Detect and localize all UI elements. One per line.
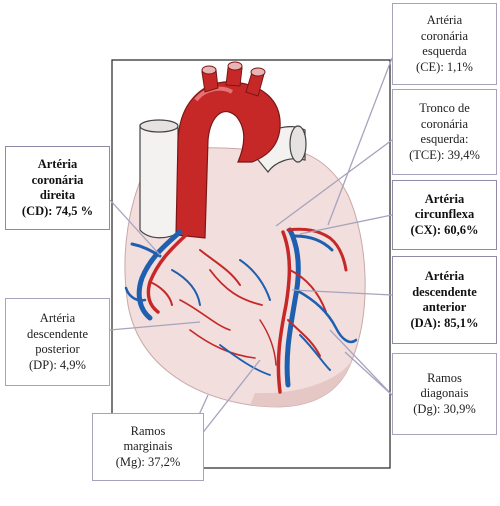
label-cd-line: coronária	[31, 172, 84, 187]
label-dp-line: Artéria	[39, 311, 76, 325]
label-dp-line: posterior	[35, 342, 80, 356]
label-ce	[392, 3, 497, 85]
label-ce-line: (CE): 1,1%	[416, 59, 473, 74]
label-mg-line: marginais	[123, 439, 173, 454]
label-da	[392, 256, 497, 344]
label-cd-line: Artéria	[37, 157, 78, 171]
label-tce	[392, 89, 497, 175]
label-mg-line: (Mg): 37,2%	[115, 454, 181, 469]
label-cx	[392, 180, 497, 250]
label-dg-line: (Dg): 30,9%	[413, 401, 476, 416]
label-cx-line: (CX): 60,6%	[410, 222, 479, 237]
label-dg-line: diagonais	[420, 386, 469, 401]
label-tce-line: Tronco de	[419, 101, 470, 115]
label-mg	[92, 413, 204, 481]
label-da-line: (DA): 85,1%	[410, 315, 479, 330]
label-cd-line: direita	[39, 188, 76, 202]
label-mg-line: Ramos	[130, 423, 166, 438]
label-tce-line: esquerda:	[420, 132, 469, 146]
vena-cava	[140, 125, 178, 238]
label-cx-line: Artéria	[424, 191, 465, 206]
label-ce-line: Artéria	[426, 13, 463, 27]
label-dp	[5, 298, 110, 386]
label-cd	[5, 146, 110, 230]
label-dp-line: (DP): 4,9%	[29, 357, 86, 372]
label-dg-line: Ramos	[427, 370, 462, 385]
label-dp-line: descendente	[26, 326, 89, 341]
label-tce-line: (TCE): 39,4%	[409, 147, 480, 162]
label-cd-line: (CD): 74,5 %	[21, 203, 94, 218]
label-ce-line: esquerda	[422, 44, 467, 58]
label-da-line: anterior	[422, 300, 467, 314]
label-ce-line: coronária	[420, 28, 469, 43]
label-da-line: Artéria	[424, 269, 465, 283]
label-tce-line: coronária	[420, 116, 469, 131]
label-dg	[392, 353, 497, 435]
label-cx-line: circunflexa	[414, 207, 475, 222]
label-da-line: descendente	[412, 284, 477, 299]
